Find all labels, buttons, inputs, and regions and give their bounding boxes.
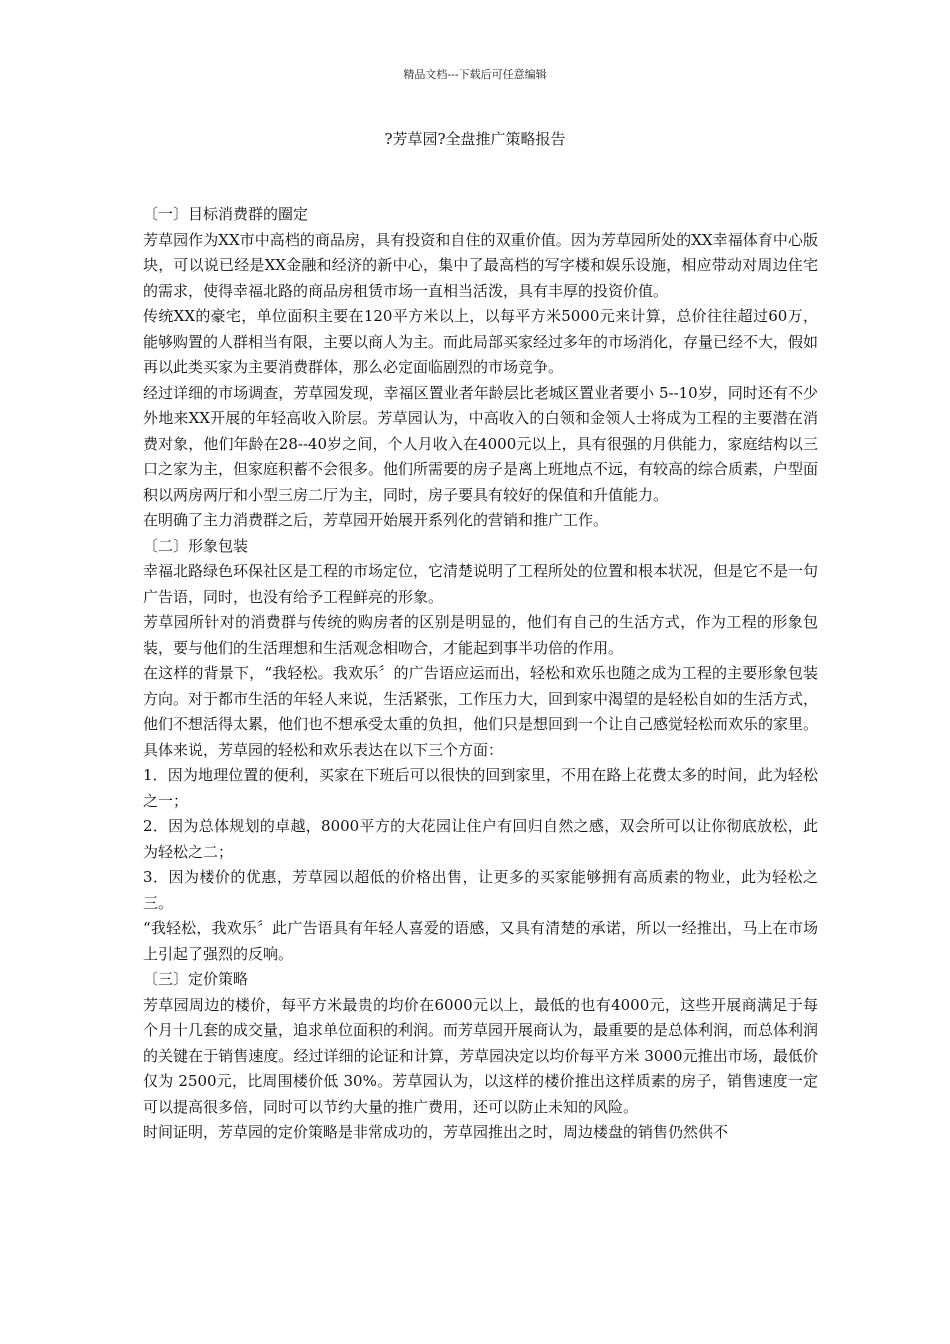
paragraph: 具体来说，芳草园的轻松和欢乐表达在以下三个方面：: [143, 740, 504, 759]
list-item: 1．因为地理位置的便利，买家在下班后可以很快的回到家里，不用在路上花费太多的时间，此为轻松之一；: [143, 766, 818, 810]
paragraph: 芳草园作为XX市中高档的商品房，具有投资和自住的双重价值。因为芳草园所处的XX幸福体育中心版块，可以说已经是XX金融和经济的新中心，集中了最高档的写字楼和娱乐设施，相应带动对周边住宅的需求，使得幸福北路的商品房租赁市场一直相当活泼，具有丰厚的投资价值。: [143, 230, 818, 300]
section-heading-target-consumers: 〔一〕目标消费群的圈定: [143, 205, 309, 223]
section-heading-pricing-strategy: 〔三〕定价策略: [143, 970, 249, 988]
paragraph: 芳草园周边的楼价，每平方米最贵的均价在6000元以上，最低的也有4000元，这些开展商满足于每个月十几套的成交量，追求单位面积的利润。而芳草园开展商认为，最重要的是总体利润，而总体利润的关键在于销售速度。经过详细的论证和计算，芳草园决定以均价每平方米 3000元推出市场，最低价仅为 2500元，比周围楼价低 30%。芳草园认为，以这样的楼价推出这样质素的房子，销售速度一定可以提高很多倍，同时可以节约大量的推广费用，还可以防止未知的风险。: [143, 995, 819, 1116]
document-body: [143, 202, 818, 1146]
list-item: 2．因为总体规划的卓越，8000平方的大花园让住户有回归自然之感，双会所可以让你彻底放松，此为轻松之二；: [143, 817, 818, 861]
document-title: ?芳草园?全盘推广策略报告: [384, 130, 566, 148]
paragraph: 在这样的背景下，“我轻松。我欢乐〞的广告语应运而出，轻松和欢乐也随之成为工程的主要形象包装方向。对于都市生活的年轻人来说，生活紧张，工作压力大，回到家中渴望的是轻松自如的生活方式，他们不想活得太累，他们也不想承受太重的负担，他们只是想回到一个让自己感觉轻松而欢乐的家里。: [143, 664, 819, 733]
page-header: 精品文档---下载后可任意编辑: [403, 68, 547, 81]
paragraph: 在明确了主力消费群之后，芳草园开始展开系列化的营销和推广工作。: [143, 511, 609, 529]
paragraph: 幸福北路绿色环保社区是工程的市场定位，它清楚说明了工程所处的位置和根本状况，但是它不是一句广告语，同时，也没有给予工程鲜亮的形象。: [143, 562, 819, 606]
paragraph: 时间证明，芳草园的定价策略是非常成功的，芳草园推出之时，周边楼盘的销售仍然供不: [143, 1123, 729, 1141]
paragraph: 传统XX的豪宅，单位面积主要在120平方米以上，以每平方米5000元来计算，总价往往超过60万，能够购置的人群相当有限，主要以商人为主。而此局部买家经过多年的市场消化，存量已经不大，假如再以此类买家为主要消费群体，那么必定面临剧烈的市场竞争。: [143, 307, 819, 376]
paragraph: “我轻松，我欢乐〞此广告语具有年轻人喜爱的语感，又具有清楚的承诺，所以一经推出，马上在市场上引起了强烈的反响。: [143, 919, 818, 963]
paragraph: 经过详细的市场调查，芳草园发现，幸福区置业者年龄层比老城区置业者要小 5--10岁，同时还有不少外地来XX开展的年轻高收入阶层。芳草园认为，中高收入的白领和金领人士将成为工程的主要潜在消费对象，他们年龄在28--40岁之间，个人月收入在4000元以上，具有很强的月供能力，家庭结构以三口之家为主，但家庭积蓄不会很多。他们所需要的房子是离上班地点不远，有较高的综合质素，户型面积以两房两厅和小型三房二厅为主，同时，房子要具有较好的保值和升值能力。: [143, 383, 819, 504]
section-heading-image-packaging: 〔二〕形象包装: [143, 536, 249, 555]
list-item: 3．因为楼价的优惠，芳草园以超低的价格出售，让更多的买家能够拥有高质素的物业，此为轻松之三。: [143, 868, 818, 912]
paragraph: 芳草园所针对的消费群与传统的购房者的区别是明显的，他们有自己的生活方式，作为工程的形象包装，要与他们的生活理想和生活观念相吻合，才能起到事半功倍的作用。: [143, 613, 818, 657]
